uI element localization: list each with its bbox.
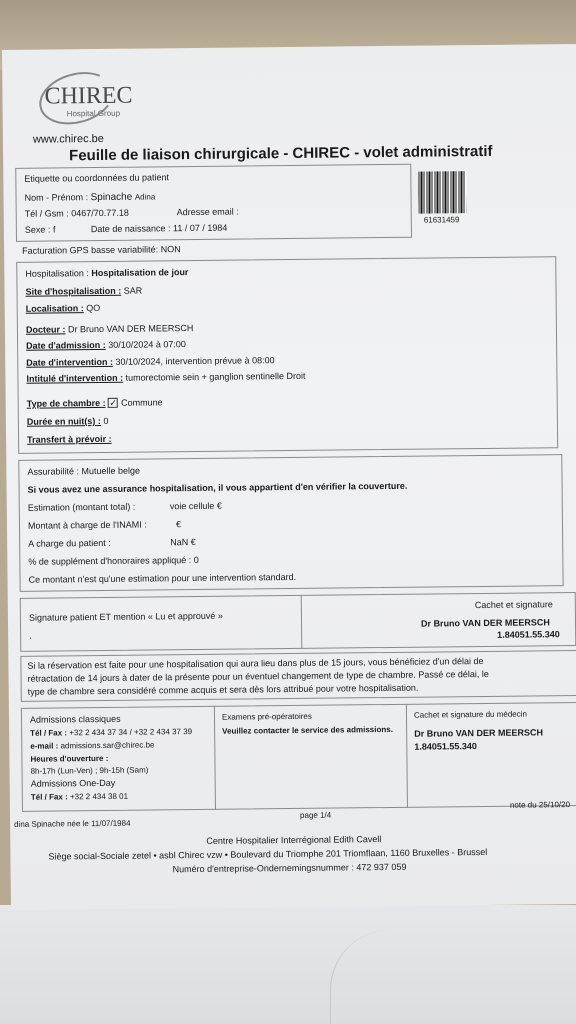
dob-label: Date de naissance : [90,223,171,235]
estimate-label: Estimation (montant total) : [27,501,136,513]
hours-value: 8h-17h (Lun-Ven) ; 9h-15h (Sam) [30,765,149,776]
next-page [0,905,576,1024]
phone-value: 0467/70.77.18 [71,207,129,219]
retractation-line-3: type de chambre sera considéré comme acquis et sera dès lors attribué pour votre hospitalisation. [27,682,419,697]
localisation-value: QO [86,302,101,314]
site-value: SAR [123,285,143,296]
patient-box [15,164,412,242]
stamp-doctor-name: Dr Bruno VAN DER MEERSCH [420,617,550,629]
hosp-type-value: Hospitalisation de jour [91,267,189,279]
oneday-tel-value: +32 2 434 38 01 [69,791,129,802]
duration-label: Durée en nuit(s) : [26,415,101,427]
tel-label: Tél / Fax : [30,728,68,738]
name-value: Spinache [90,191,133,204]
admission-value: 30/10/2024 à 07:00 [108,339,186,350]
barcode-number: 61631459 [423,215,460,225]
hospitalisation-box [16,256,558,454]
signature-dot: . [29,630,32,641]
footer-patient-ref: dina Spinache née le 11/07/1984 [14,818,131,829]
footer-line-3: Numéro d'entreprise-Ondernemingsnummer : 472 937 059 [172,861,407,875]
patient-share-value: NaN € [170,536,196,548]
document-page [2,44,576,910]
footer-note-date: note du 25/10/20 [509,800,571,810]
medic-name: Dr Bruno VAN DER MEERSCH [414,727,544,739]
supplement-label: % de supplément d'honoraires appliqué : [28,555,192,567]
email-value-admissions: admissions.sar@chirec.be [60,740,155,751]
signature-divider [301,595,303,649]
footer-page: page 1/4 [299,810,332,820]
dob-value: 11 / 07 / 1984 [172,222,228,234]
assurability-value: Mutuelle belge [81,465,141,477]
footer-line-2: Siège social-Sociale zetel • asbl Chirec vzw • Boulevard du Triomphe 201 Triomflaan, 1160 Bruxelles - Brussel [48,846,488,862]
estimate-note: Ce montant n'est qu'une estimation pour une intervention standard. [28,571,297,585]
estimate-value: voie cellule € [169,500,222,512]
intervention-label: Date d'intervention : [26,356,113,368]
hours-label: Heures d'ouverture : [30,753,109,764]
supplement-value: 0 [193,554,199,566]
insurance-box [18,454,563,592]
stamp-doctor-number: 1.84051.55.340 [497,629,560,640]
localisation-label: Localisation : [25,303,84,314]
patient-header: Etiquette ou coordonnées du patient [24,172,170,184]
medic-stamp-label: Cachet et signature du médecin [413,709,527,720]
page-title: Feuille de liaison chirurgicale - CHIREC - volet administratif [69,142,493,165]
admissions-divider-1 [214,706,216,810]
admissions-divider-2 [406,704,408,808]
logo-tagline: Hospital Group [66,108,121,119]
assurability-label: Assurabilité : [27,466,79,477]
oneday-tel-label: Tél / Fax : [30,792,68,802]
admissions-box [21,702,576,812]
classic-admissions-title: Admissions classiques [29,713,121,725]
doctor-value: Dr Bruno VAN DER MEERSCH [67,323,194,335]
site-label: Site d'hospitalisation : [25,285,122,297]
doctor-label: Docteur : [25,324,66,335]
name-label: Nom - Prénom : [24,192,89,203]
barcode-icon [418,171,466,214]
retractation-line-1: Si la réservation est faite pour une hospitalisation qui aura lieu dans plus de 15 jours, vous bénéficiez d'un délai de [27,655,484,671]
room-label: Type de chambre : [26,397,106,409]
tel-value: +32 2 434 37 34 / +32 2 434 37 39 [69,727,193,738]
duration-value: 0 [103,415,109,426]
retractation-line-2: rétractation de 14 jours à dater de la présente pour un éventuel changement de type de chambre. Passé ce délai, le [27,668,489,684]
stamp-label: Cachet et signature [474,599,553,611]
logo-brand: CHIREC [44,82,133,110]
intervention-title-value: tumorectomie sein + ganglion sentinelle Droit [125,370,306,383]
transfer-label: Transfert à prévoir : [27,433,112,445]
patient-share-label: A charge du patient : [28,537,111,549]
footer-line-1: Centre Hospitalier Interrégional Edith Cavell [206,834,382,846]
phone-label: Tél / Gsm : [24,208,69,219]
intervention-value: 30/10/2024, intervention prévue à 08:00 [115,355,275,367]
intervention-title-label: Intitulé d'intervention : [26,372,124,384]
signature-box [20,592,576,652]
room-checkbox[interactable]: ✓ [109,397,117,408]
first-name-value: Adina [134,192,156,202]
oneday-title: Admissions One-Day [30,777,116,789]
website: www.chirec.be [32,132,104,146]
patient-signature-label: Signature patient ET mention « Lu et approuvé » [28,610,223,623]
inami-label: Montant à charge de l'INAMI : [27,519,147,531]
exams-title: Examens pré-opératoires [221,711,312,722]
room-value: Commune [121,397,163,408]
billing-line: Facturation GPS basse variabilité: NON [22,244,181,256]
hosp-type-label: Hospitalisation : [25,268,89,279]
sex-label: Sexe : [24,224,51,235]
sex-value: f [52,224,56,235]
medic-number: 1.84051.55.340 [414,741,477,752]
insurance-warning: Si vous avez une assurance hospitalisation, il vous appartient d'en vérifier la couverture. [27,480,408,495]
retractation-box [20,650,576,702]
inami-value: € [175,519,182,530]
admission-label: Date d'admission : [26,339,106,351]
email-label: Adresse email : [176,206,239,218]
email-label-admissions: e-mail : [30,741,59,751]
exams-text: Veuillez contacter le service des admissions. [222,724,393,736]
